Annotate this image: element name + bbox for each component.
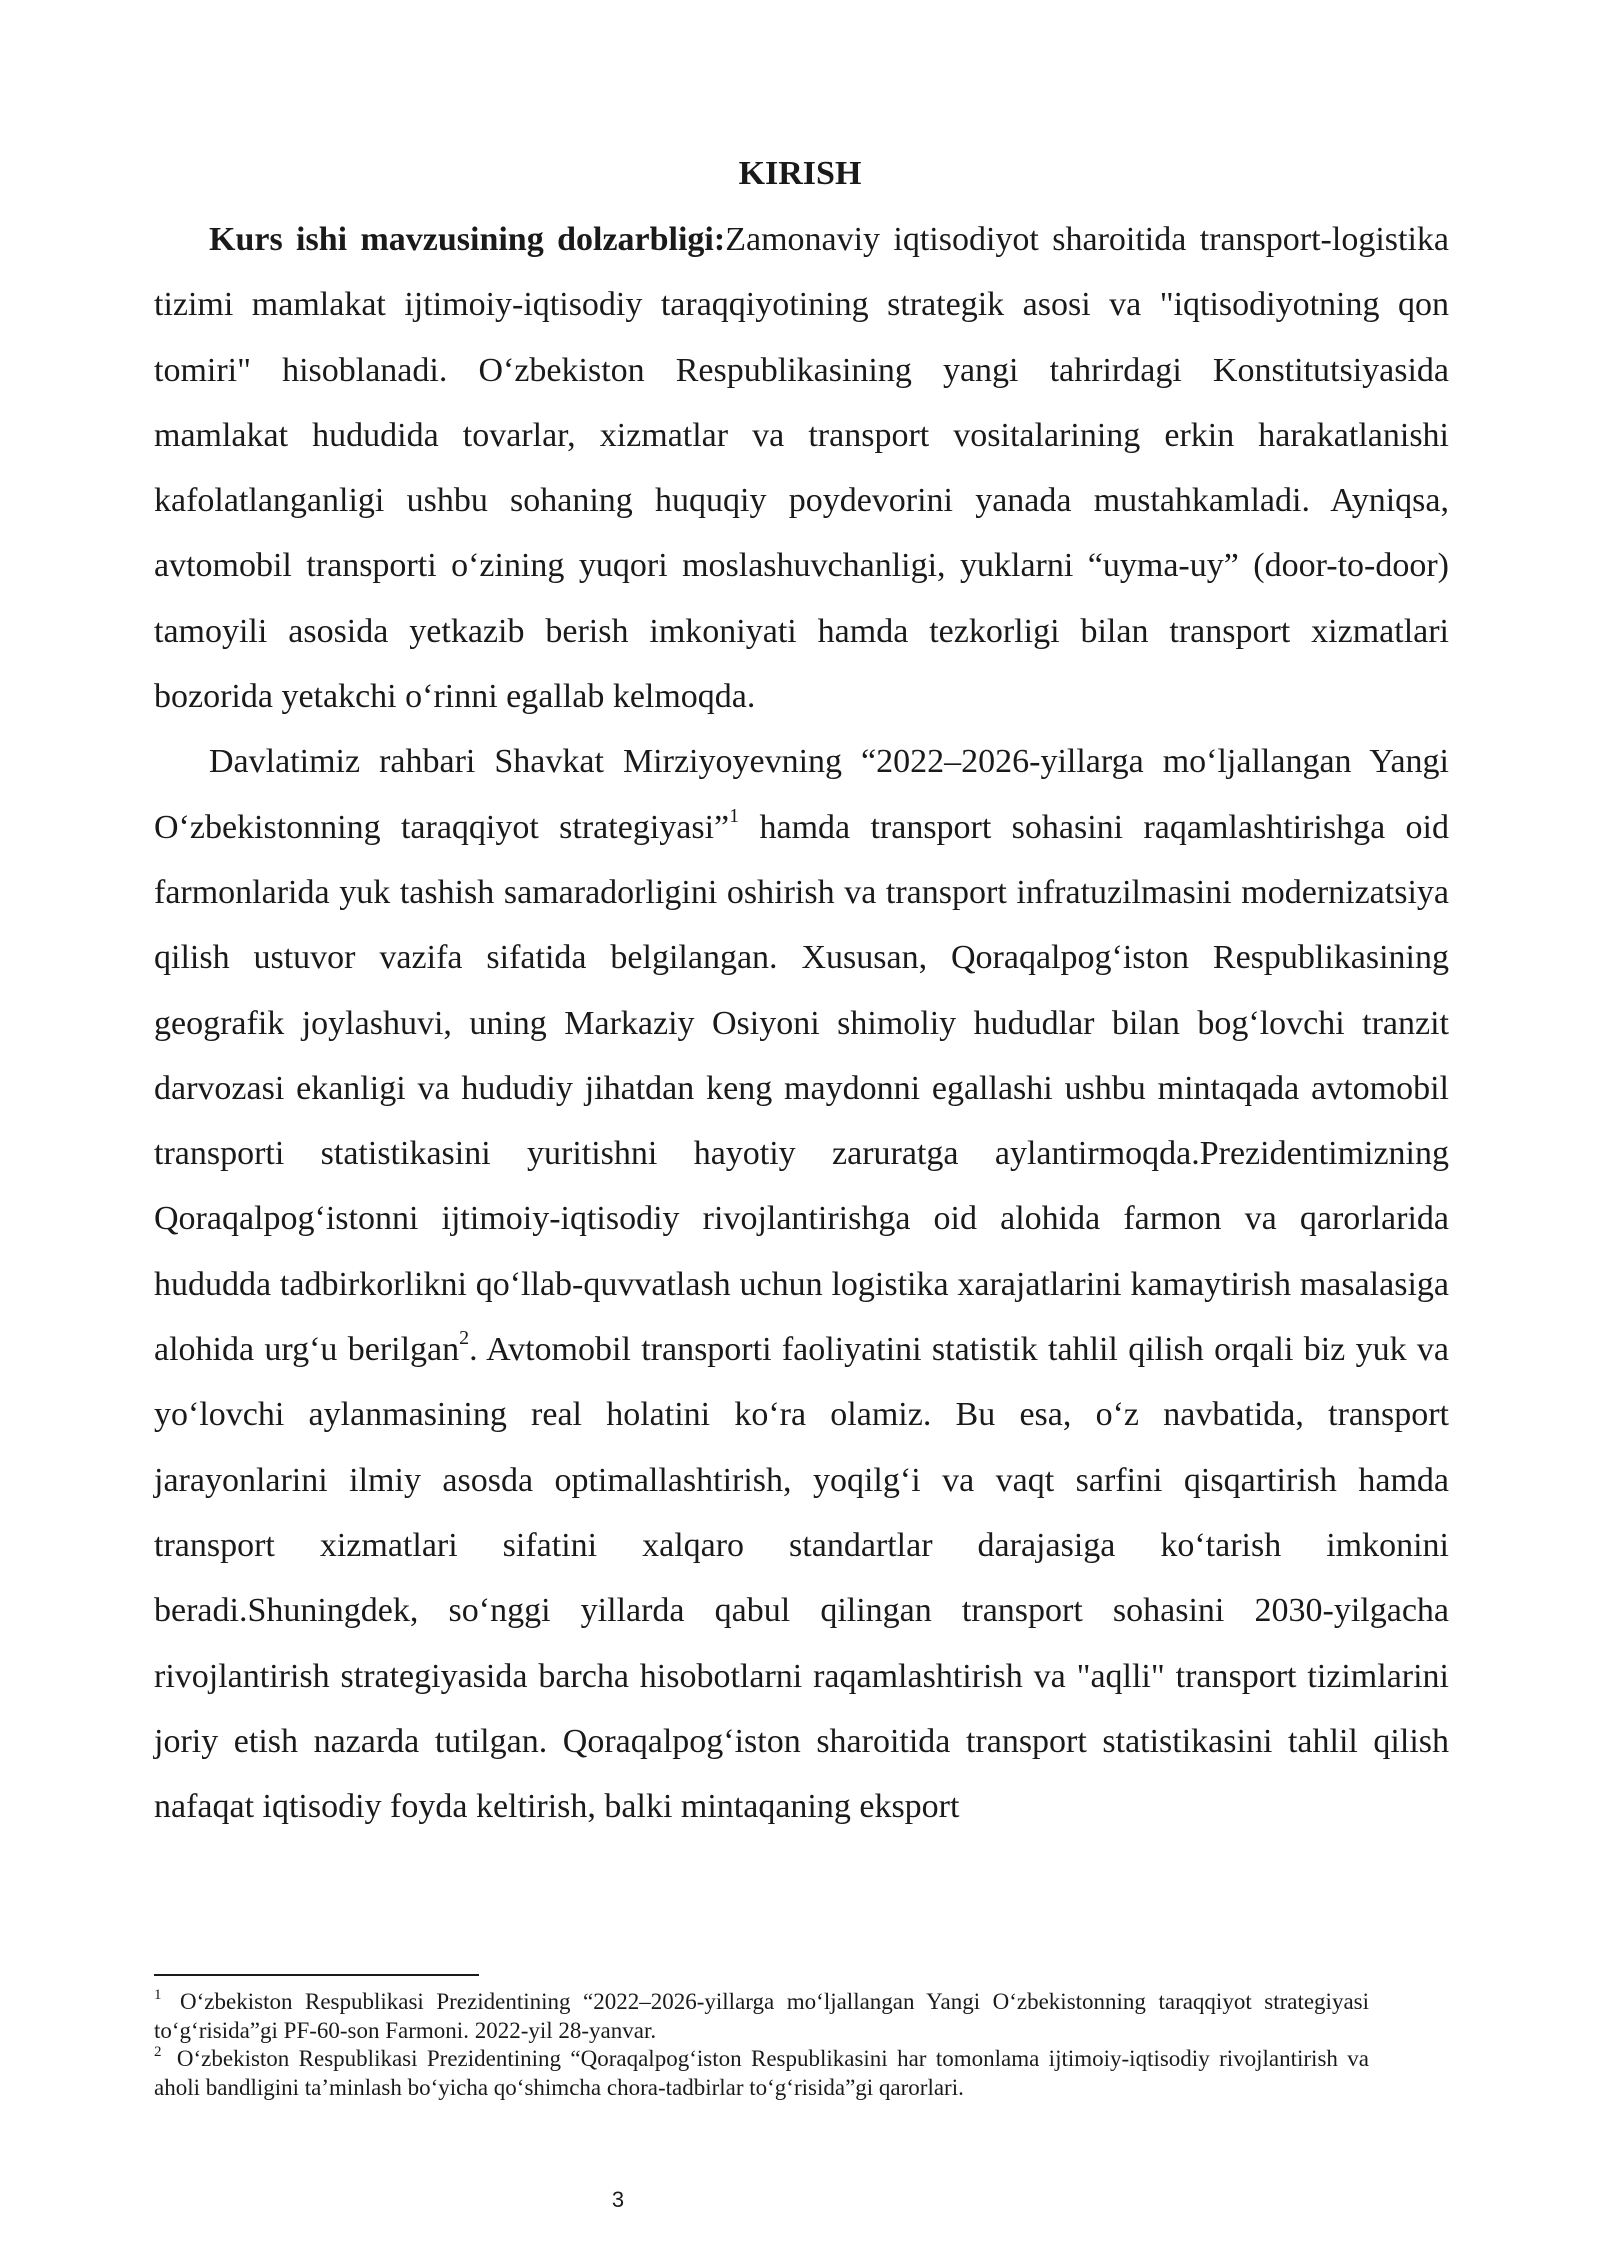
paragraph-text: . Avtomobil transporti faoliyatini statistik tahlil qilish orqali biz yuk va yo‘lovchi aylanmasining real holatini ko‘ra olamiz. Bu esa, o‘z navbatida, transport jarayonlarini ilmiy asosda optimallashtirish, yoqilg‘i va vaqt sarfini qisqartirish hamda transport xizmatlari sifatini xalqaro standartlar darajasiga ko‘tarish imkonini beradi.Shuningdek, so‘nggi yillarda qabul qilingan transport sohasini 2030-yilgacha rivojlantirish strategiyasida barcha hisobotlarni raqamlashtirish va "aqlli" transport tizimlarini joriy etish nazarda tutilgan. Qoraqalpog‘iston sharoitida transport statistikasini tahlil qilish nafaqat iqtisodiy foyda keltirish, balki mintaqaning eksport <box>154 1331 1449 1826</box>
page-number: 3 <box>611 2187 625 2212</box>
footnote-text: O‘zbekiston Respublikasi Prezidentining “2022–2026-yillarga mo‘ljallangan Yangi O‘zbekistonning taraqqiyot strategiyasi to‘g‘risida”gi PF-60-son Farmoni. 2022-yil 28-yanvar. <box>154 1989 1369 2043</box>
paragraph-relevance <box>154 207 1449 729</box>
footnote-reference-2[interactable]: 2 <box>459 1327 470 1350</box>
footnote-1 <box>154 1988 1369 2045</box>
section-heading: KIRISH <box>738 155 862 192</box>
footnote-separator <box>154 1974 479 1976</box>
body-text <box>154 207 1449 1839</box>
footnote-mark: 2 <box>154 2044 162 2060</box>
footnotes <box>154 1988 1369 2102</box>
paragraph-lead-label: Kurs ishi mavzusining dolzarbligi: <box>209 221 726 258</box>
footnote-mark: 1 <box>154 1987 162 2003</box>
footnote-text: O‘zbekiston Respublikasi Prezidentining “Qoraqalpog‘iston Respublikasini har tomonlama ijtimoiy-iqtisodiy rivojlantirish va aholi bandligini ta’minlash bo‘yicha qo‘shimcha chora-tadbirlar to‘g‘risida”gi qarorlari. <box>154 2046 1369 2100</box>
footnote-reference-1[interactable]: 1 <box>729 804 740 827</box>
paragraph-text: Davlatimiz rahbari Shavkat Mirziyoyevning “2022–2026-yillarga mo‘ljallangan Yangi O‘zbekistonning taraqqiyot strategiyasi” <box>154 743 1449 846</box>
paragraph-text: Zamonaviy iqtisodiyot sharoitida transport-logistika tizimi mamlakat ijtimoiy-iqtisodiy taraqqiyotining strategik asosi va "iqtisodiyotning qon tomiri" hisoblanadi. O‘zbekiston Respublikasining yangi tahrirdagi Konstitutsiyasida mamlakat hududida tovarlar, xizmatlar va transport vositalarining erkin harakatlanishi kafolatlanganligi ushbu sohaning huquqiy poydevorini yanada mustahkamladi. Ayniqsa, avtomobil transporti o‘zining yuqori moslashuvchanligi, yuklarni “uyma-uy” (door-to-door) tamoyili asosida yetkazib berish imkoniyati hamda tezkorligi bilan transport xizmatlari bozorida yetakchi o‘rinni egallab kelmoqda. <box>154 221 1449 716</box>
paragraph-strategy <box>154 729 1449 1839</box>
footnote-2 <box>154 2045 1369 2102</box>
paragraph-text: hamda transport sohasini raqamlashtirishga oid farmonlarida yuk tashish samaradorligini oshirish va transport infratuzilmasini modernizatsiya qilish ustuvor vazifa sifatida belgilangan. Xususan, Qoraqalpog‘iston Respublikasining geografik joylashuvi, uning Markaziy Osiyoni shimoliy hududlar bilan bog‘lovchi tranzit darvozasi ekanligi va hududiy jihatdan keng maydonni egallashi ushbu mintaqada avtomobil transporti statistikasini yuritishni hayotiy zaruratga aylantirmoqda.Prezidentimizning Qoraqalpog‘istonni ijtimoiy-iqtisodiy rivojlantirishga oid alohida farmon va qarorlarida hududda tadbirkorlikni qo‘llab-quvvatlash uchun logistika xarajatlarini kamaytirish masalasiga alohida urg‘u berilgan <box>154 808 1449 1369</box>
